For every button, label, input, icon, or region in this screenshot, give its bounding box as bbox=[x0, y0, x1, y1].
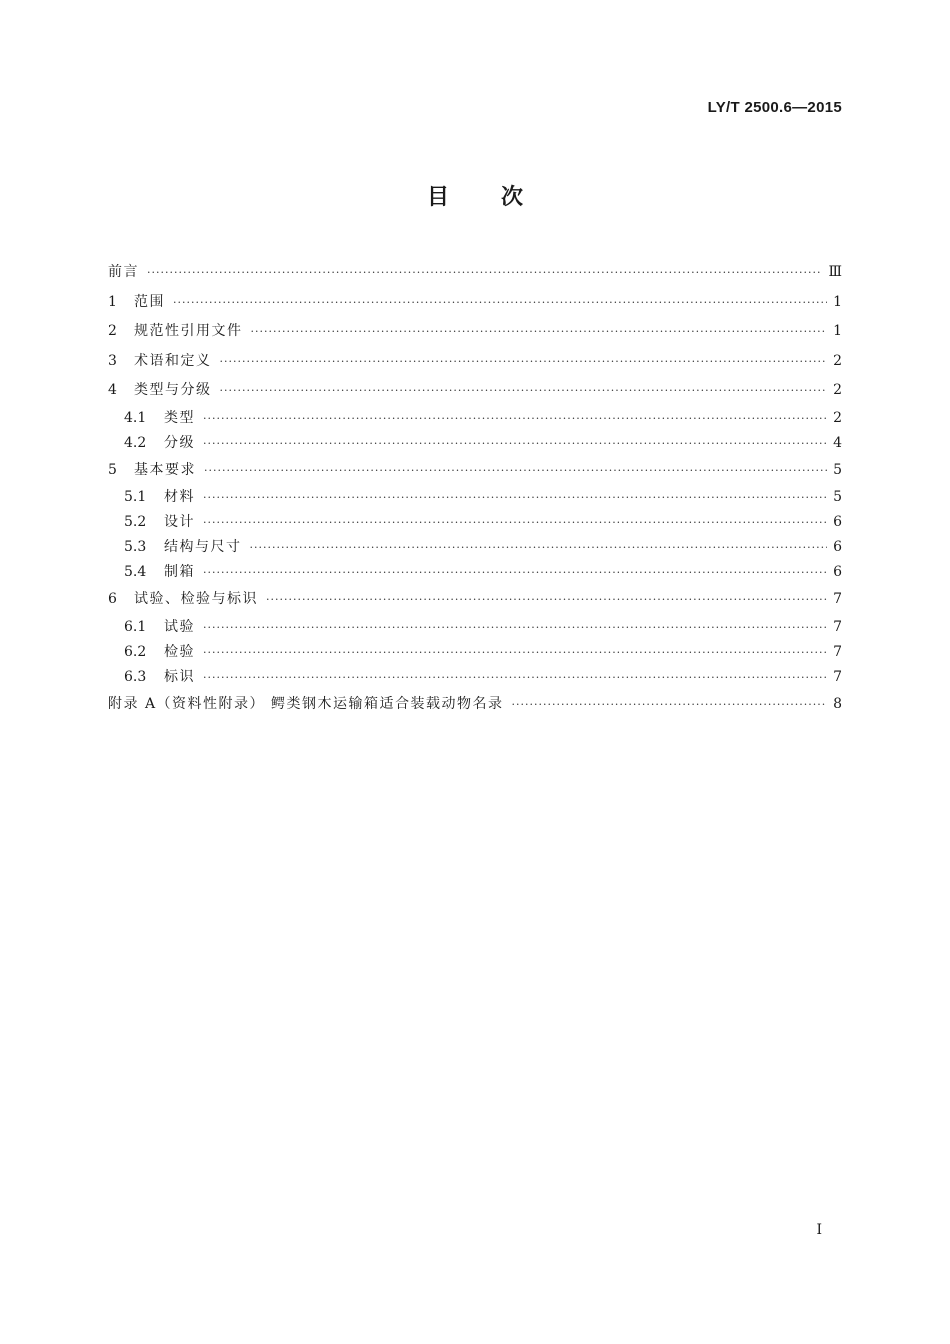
toc-entry-number: 6 bbox=[108, 591, 117, 607]
toc-entry[interactable] bbox=[108, 406, 842, 431]
dot-leader bbox=[203, 406, 827, 431]
dot-leader bbox=[203, 615, 827, 640]
dot-leader bbox=[220, 347, 828, 377]
toc-entry[interactable] bbox=[108, 640, 842, 665]
page-number: I bbox=[816, 1222, 822, 1238]
toc-entry-number: 4 bbox=[108, 382, 117, 398]
toc-entry-label: 类型 bbox=[164, 409, 195, 426]
toc-title-right: 次 bbox=[501, 185, 524, 210]
dot-leader bbox=[147, 258, 822, 288]
toc-entry-page: 6 bbox=[833, 539, 842, 555]
toc-entry[interactable] bbox=[108, 665, 842, 690]
toc-entry-number: 5.3 bbox=[124, 539, 147, 555]
toc-entry-number: 4.1 bbox=[124, 409, 147, 426]
dot-leader bbox=[203, 560, 827, 585]
toc-entry[interactable] bbox=[108, 690, 842, 720]
toc-entry-page: Ⅲ bbox=[828, 264, 842, 280]
dot-leader bbox=[203, 640, 827, 665]
dot-leader bbox=[203, 485, 827, 510]
toc-entry-page: 4 bbox=[833, 434, 842, 451]
dot-leader bbox=[250, 535, 828, 560]
toc-entry-label: 分级 bbox=[164, 434, 195, 451]
dot-leader bbox=[203, 665, 827, 690]
toc-entry-page: 6 bbox=[833, 514, 842, 530]
dot-leader bbox=[512, 690, 828, 720]
toc-entry-number: 5.4 bbox=[124, 564, 147, 580]
toc-entry-label: 试验 bbox=[164, 618, 195, 635]
toc-entry-page: 6 bbox=[833, 564, 842, 580]
toc-entry-number: 5.2 bbox=[124, 514, 147, 530]
toc-entry-page: 7 bbox=[833, 643, 842, 660]
toc-entry-page: 8 bbox=[833, 695, 842, 712]
toc-entry-page: 1 bbox=[833, 293, 842, 310]
toc-entry-label: 规范性引用文件 bbox=[134, 323, 243, 339]
toc-entry-number: 3 bbox=[108, 352, 117, 369]
toc-entry-number: 4.2 bbox=[124, 434, 147, 451]
table-of-contents bbox=[108, 258, 842, 719]
toc-entry[interactable] bbox=[108, 347, 842, 377]
toc-entry-number: 6.1 bbox=[124, 618, 147, 635]
toc-entry-number: 5 bbox=[108, 461, 117, 478]
dot-leader bbox=[203, 431, 827, 456]
standard-code: LY/T 2500.6—2015 bbox=[707, 99, 842, 116]
toc-entry[interactable] bbox=[108, 510, 842, 535]
toc-entry-number: 2 bbox=[108, 323, 117, 339]
toc-entry[interactable] bbox=[108, 560, 842, 585]
toc-title bbox=[0, 180, 950, 211]
toc-entry-page: 5 bbox=[833, 461, 842, 478]
toc-entry-number: 6.3 bbox=[124, 668, 147, 685]
toc-entry[interactable] bbox=[108, 485, 842, 510]
dot-leader bbox=[266, 585, 827, 615]
toc-entry[interactable] bbox=[108, 258, 842, 288]
dot-leader bbox=[251, 317, 828, 347]
toc-entry-label: 基本要求 bbox=[134, 461, 196, 478]
toc-entry[interactable] bbox=[108, 585, 842, 615]
toc-entry[interactable] bbox=[108, 317, 842, 347]
toc-entry-label: 标识 bbox=[164, 668, 195, 685]
toc-entry-label: 附录 A（资料性附录） 鳄类钢木运输箱适合装载动物名录 bbox=[108, 695, 504, 712]
toc-entry-label: 材料 bbox=[164, 489, 195, 505]
toc-entry-label: 检验 bbox=[164, 643, 195, 660]
dot-leader bbox=[220, 376, 828, 406]
toc-entry-label: 范围 bbox=[134, 293, 165, 310]
toc-entry-number: 5.1 bbox=[124, 489, 147, 505]
dot-leader bbox=[203, 510, 827, 535]
toc-title-left: 目 bbox=[426, 185, 449, 210]
dot-leader bbox=[173, 288, 827, 318]
toc-entry-label: 试验、检验与标识 bbox=[134, 591, 258, 607]
toc-entry-page: 7 bbox=[833, 618, 842, 635]
toc-entry[interactable] bbox=[108, 376, 842, 406]
toc-entry-label: 前言 bbox=[108, 264, 139, 280]
toc-entry-label: 术语和定义 bbox=[134, 352, 212, 369]
toc-entry-label: 设计 bbox=[164, 514, 195, 530]
toc-entry-page: 7 bbox=[833, 668, 842, 685]
toc-entry[interactable] bbox=[108, 288, 842, 318]
toc-entry-page: 1 bbox=[833, 323, 842, 339]
toc-entry-label: 类型与分级 bbox=[134, 382, 212, 398]
toc-entry-number: 1 bbox=[108, 293, 117, 310]
toc-entry[interactable] bbox=[108, 535, 842, 560]
toc-entry-label: 制箱 bbox=[164, 564, 195, 580]
toc-entry-number: 6.2 bbox=[124, 643, 147, 660]
toc-entry[interactable] bbox=[108, 456, 842, 486]
toc-entry-page: 2 bbox=[833, 409, 842, 426]
toc-entry-page: 5 bbox=[833, 489, 842, 505]
toc-entry-page: 2 bbox=[833, 352, 842, 369]
toc-entry-page: 7 bbox=[833, 591, 842, 607]
dot-leader bbox=[204, 456, 827, 486]
toc-entry[interactable] bbox=[108, 615, 842, 640]
toc-entry-label: 结构与尺寸 bbox=[164, 539, 242, 555]
toc-entry-page: 2 bbox=[833, 382, 842, 398]
toc-entry[interactable] bbox=[108, 431, 842, 456]
